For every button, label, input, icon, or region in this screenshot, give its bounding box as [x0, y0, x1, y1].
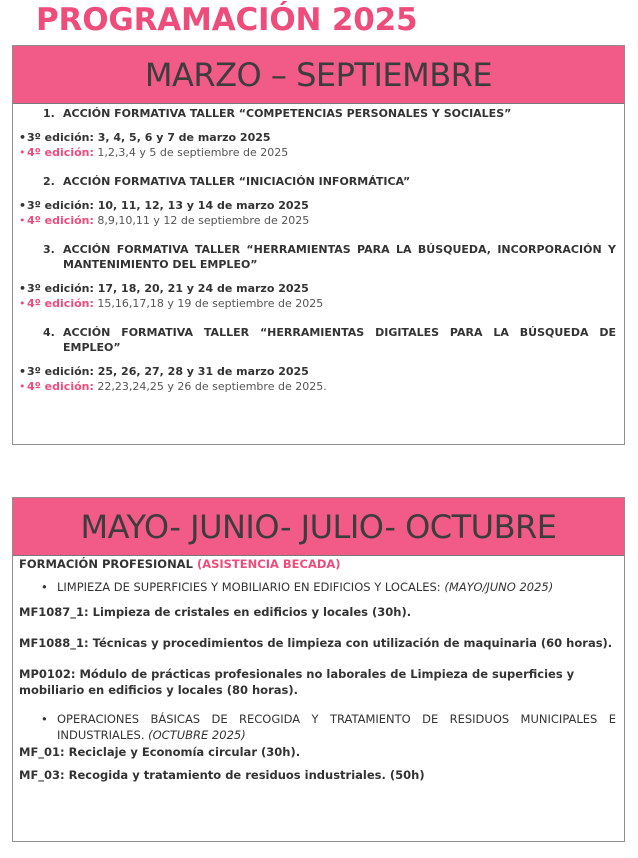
- page-title: PROGRAMACIÓN 2025: [36, 2, 418, 38]
- module-item: MF_01: Reciclaje y Economía circular (30h).: [19, 745, 301, 759]
- program-title: LIMPIEZA DE SUPERFICIES Y MOBILIARIO EN EDIFICIOS Y LOCALES:: [57, 580, 441, 594]
- section-banner-label: MAYO- JUNIO- JULIO- OCTUBRE: [80, 507, 557, 546]
- edition-dates: 10, 11, 12, 13 y 14 de marzo 2025: [97, 199, 309, 212]
- program-period: (OCTUBRE 2025): [148, 728, 246, 742]
- edition-label: 4º edición:: [27, 380, 94, 393]
- bullet-icon: •: [41, 712, 48, 726]
- course-item: [19, 325, 616, 394]
- bullet-icon: •: [19, 365, 27, 378]
- edition-4: [19, 379, 616, 394]
- bullet-icon: •: [19, 131, 27, 144]
- course-number: 1.: [43, 107, 55, 120]
- course-number: 2.: [43, 175, 55, 188]
- course-number: 4.: [43, 326, 55, 339]
- course-title: ACCIÓN FORMATIVA TALLER “COMPETENCIAS PERSONALES Y SOCIALES”: [63, 107, 512, 120]
- course-item: [19, 106, 616, 160]
- edition-dates: 8,9,10,11 y 12 de septiembre de 2025: [97, 214, 310, 227]
- section-banner-label: MARZO – SEPTIEMBRE: [144, 55, 493, 94]
- edition-dates: 15,16,17,18 y 19 de septiembre de 2025: [97, 297, 324, 310]
- edition-label: 4º edición:: [27, 297, 94, 310]
- section-march-september: [12, 45, 625, 445]
- edition-label: 4º edición:: [27, 146, 94, 159]
- training-heading: [19, 556, 616, 572]
- module-item: MF1088_1: Técnicas y procedimientos de limpieza con utilización de maquinaria (60 horas).: [19, 636, 613, 650]
- program-period: (MAYO/JUNO 2025): [444, 580, 554, 594]
- course-item: [19, 242, 616, 311]
- course-title: ACCIÓN FORMATIVA TALLER “HERRAMIENTAS PARA LA BÚSQUEDA, INCORPORACIÓN Y MANTENIMIENTO DEL EMPLEO”: [63, 243, 616, 271]
- training-list: [13, 556, 624, 783]
- edition-3: [19, 198, 616, 213]
- bullet-icon: •: [41, 580, 48, 594]
- section-banner: [13, 498, 624, 556]
- program-item: [41, 711, 616, 743]
- course-item: [19, 174, 616, 228]
- edition-dates: 25, 26, 27, 28 y 31 de marzo 2025: [97, 365, 309, 378]
- edition-label: 4º edición:: [27, 214, 94, 227]
- edition-3: [19, 130, 616, 145]
- edition-4: [19, 145, 616, 160]
- bullet-icon: •: [19, 282, 27, 295]
- edition-4: [19, 296, 616, 311]
- program-item: [41, 579, 616, 595]
- bullet-icon: •: [19, 297, 26, 310]
- bullet-icon: •: [19, 214, 26, 227]
- training-heading-note: (ASISTENCIA BECADA): [196, 557, 341, 571]
- course-title: ACCIÓN FORMATIVA TALLER “INICIACIÓN INFORMÁTICA”: [63, 175, 411, 188]
- bullet-icon: •: [19, 380, 26, 393]
- edition-3: [19, 364, 616, 379]
- bullet-icon: •: [19, 146, 26, 159]
- edition-dates: 3, 4, 5, 6 y 7 de marzo 2025: [97, 131, 271, 144]
- training-heading-label: FORMACIÓN PROFESIONAL: [19, 557, 193, 571]
- edition-label: 3º edición:: [27, 282, 94, 295]
- module-item: MF_03: Recogida y tratamiento de residuos industriales. (50h): [19, 768, 425, 782]
- course-title: ACCIÓN FORMATIVA TALLER “HERRAMIENTAS DIGITALES PARA LA BÚSQUEDA DE EMPLEO”: [63, 326, 616, 354]
- module-item: MF1087_1: Limpieza de cristales en edificios y locales (30h).: [19, 605, 412, 619]
- edition-label: 3º edición:: [27, 365, 94, 378]
- edition-label: 3º edición:: [27, 199, 94, 212]
- course-number: 3.: [43, 243, 55, 256]
- module-item: MP0102: Módulo de prácticas profesionales no laborales de Limpieza de superficies y mobiliario en edificios y locales (80 horas).: [19, 667, 575, 697]
- edition-dates: 22,23,24,25 y 26 de septiembre de 2025.: [97, 380, 327, 393]
- course-list: [13, 106, 624, 394]
- program-title: OPERACIONES BÁSICAS DE RECOGIDA Y TRATAMIENTO DE RESIDUOS MUNICIPALES E INDUSTRIALES.: [57, 712, 616, 742]
- section-may-october: [12, 497, 625, 842]
- edition-dates: 1,2,3,4 y 5 de septiembre de 2025: [97, 146, 289, 159]
- section-banner: [13, 46, 624, 104]
- edition-3: [19, 281, 616, 296]
- edition-dates: 17, 18, 20, 21 y 24 de marzo 2025: [97, 282, 309, 295]
- bullet-icon: •: [19, 199, 27, 212]
- edition-label: 3º edición:: [27, 131, 94, 144]
- edition-4: [19, 213, 616, 228]
